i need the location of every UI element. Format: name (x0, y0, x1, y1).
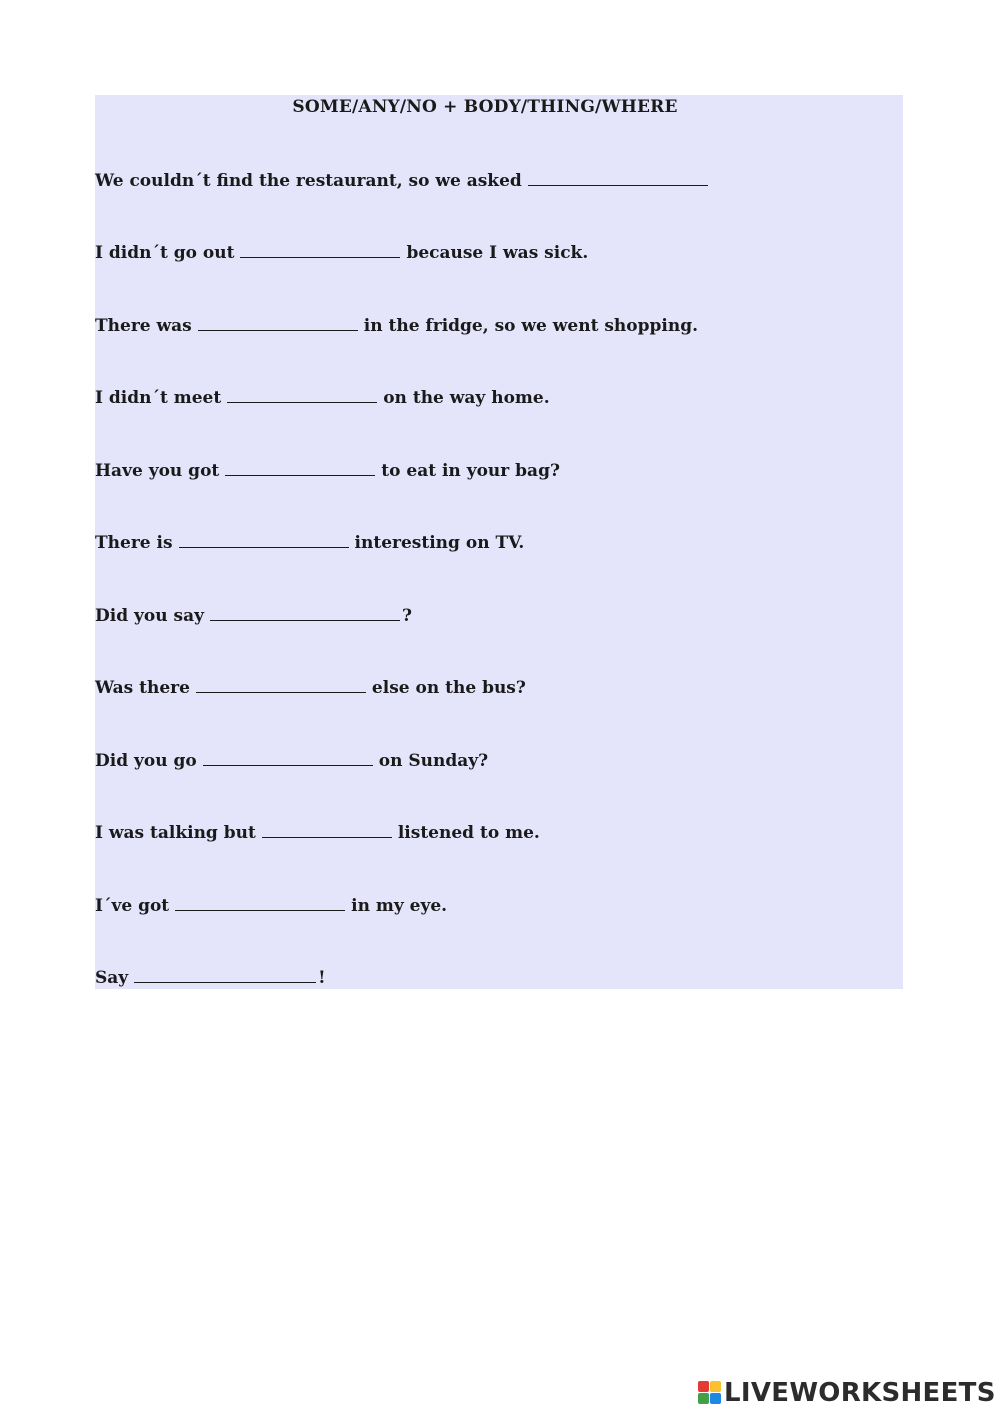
sentence-text-after: on the way home. (383, 388, 550, 408)
sentence-7 (95, 604, 412, 627)
answer-blank-8[interactable] (196, 676, 366, 693)
sentence-text-after: in my eye. (351, 896, 448, 916)
sentence-text-after: interesting on TV. (354, 533, 525, 553)
sentence-text-after: else on the bus? (371, 678, 526, 698)
sentence-text-before: Have you got (95, 461, 220, 481)
sentence-5 (95, 459, 560, 482)
sentence-text-after: ? (401, 606, 412, 626)
answer-blank-6[interactable] (179, 531, 349, 548)
answer-blank-10[interactable] (262, 821, 392, 838)
sentence-8 (95, 676, 526, 699)
answer-blank-3[interactable] (198, 314, 358, 331)
sentence-text-after: ! (318, 968, 326, 988)
answer-blank-1[interactable] (528, 169, 708, 186)
sentence-10 (95, 821, 540, 844)
sentence-text-after: because I was sick. (406, 243, 589, 263)
sentence-11 (95, 894, 447, 917)
liveworksheets-brand[interactable] (698, 1378, 996, 1408)
sentence-6 (95, 531, 524, 554)
worksheet-title: SOME/ANY/NO + BODY/THING/WHERE (292, 97, 678, 117)
answer-blank-5[interactable] (225, 459, 375, 476)
sentence-text-before: Say (95, 968, 129, 988)
liveworksheets-logo-icon (698, 1381, 722, 1405)
worksheet-panel (95, 95, 903, 989)
sentence-text-after: in the fridge, so we went shopping. (363, 316, 699, 336)
sentence-text-after: on Sunday? (378, 751, 489, 771)
sentence-text-before: We couldn´t find the restaurant, so we asked (95, 171, 522, 191)
sentence-text-before: Was there (95, 678, 190, 698)
answer-blank-2[interactable] (240, 241, 400, 258)
sentence-text-after: to eat in your bag? (381, 461, 560, 481)
answer-blank-4[interactable] (227, 386, 377, 403)
sentence-text-before: I was talking but (95, 823, 256, 843)
sentence-text-before: I didn´t meet (95, 388, 222, 408)
answer-blank-11[interactable] (175, 894, 345, 911)
sentence-2 (95, 241, 588, 264)
sentence-12 (95, 966, 326, 989)
sentence-text-before: Did you say (95, 606, 204, 626)
sentence-text-after: listened to me. (397, 823, 540, 843)
sentence-1 (95, 169, 714, 192)
sentence-text-before: I didn´t go out (95, 243, 235, 263)
sentence-4 (95, 386, 550, 409)
answer-blank-9[interactable] (203, 749, 373, 766)
answer-blank-12[interactable] (134, 966, 316, 983)
sentence-text-before: I´ve got (95, 896, 170, 916)
sentence-text-before: There is (95, 533, 173, 553)
sentence-3 (95, 314, 698, 337)
answer-blank-7[interactable] (210, 604, 400, 621)
sentence-text-before: There was (95, 316, 192, 336)
sentence-9 (95, 749, 488, 772)
sentence-text-before: Did you go (95, 751, 197, 771)
brand-wordmark: LIVEWORKSHEETS (724, 1378, 996, 1408)
